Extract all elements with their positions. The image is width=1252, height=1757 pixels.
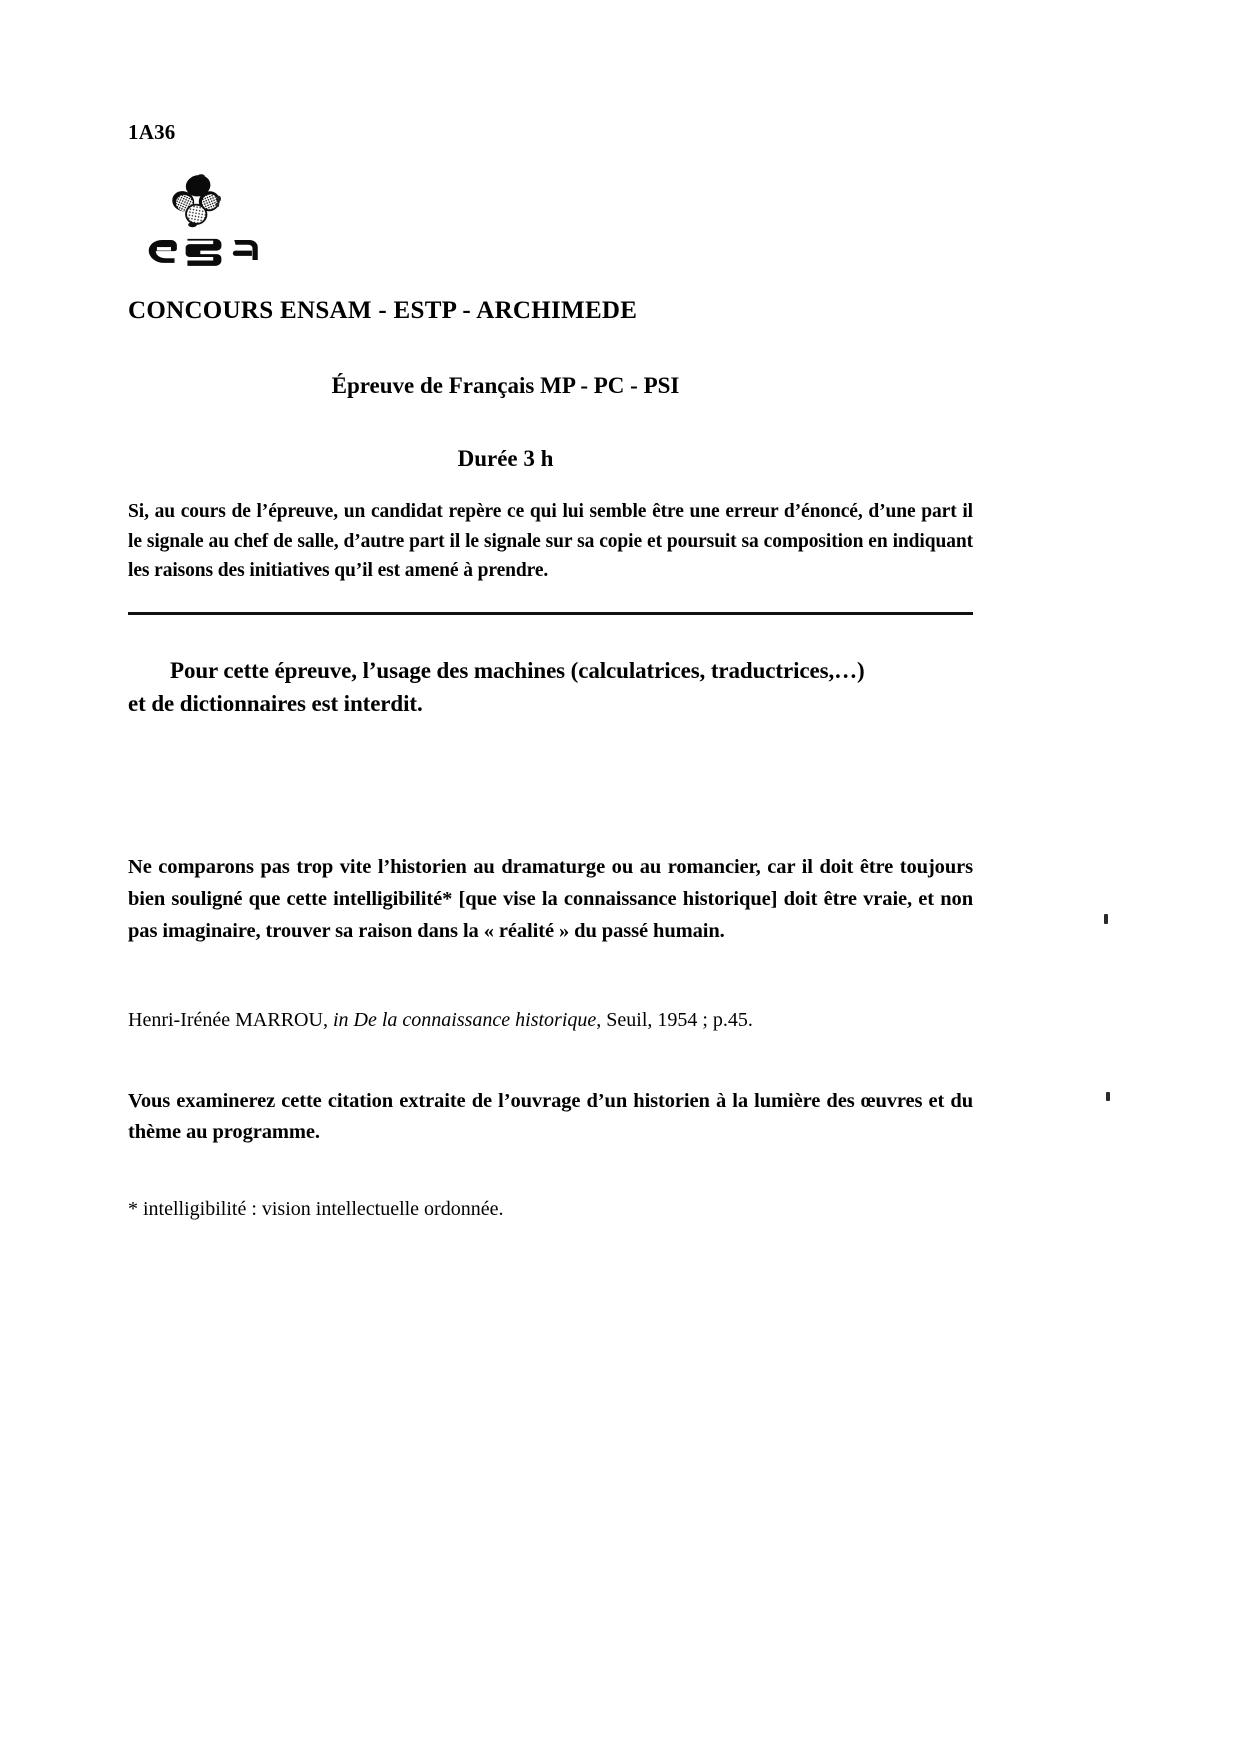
interdiction-line-1: Pour cette épreuve, l’usage des machines (calculatrices, traductrices,…): [170, 657, 865, 683]
source-publication: , Seuil, 1954 ; p.45.: [596, 1008, 753, 1031]
horizontal-rule: [128, 612, 973, 615]
interdiction-line-2: et de dictionnaires est interdit.: [128, 690, 423, 716]
materials-interdiction: [128, 655, 973, 720]
quotation-source: [128, 1006, 973, 1034]
quotation-paragraph: Ne comparons pas trop vite l’historien au dramaturge ou au romancier, car il doit être toujours bien souligné que cette intelligibilité* [que vise la connaissance historique] doit être vraie, et non pas imaginaire, trouver sa raison dans la « réalité » du passé humain.: [128, 856, 973, 942]
subject-title: Épreuve de Français MP - PC - PSI: [331, 372, 680, 398]
scan-speck: [1104, 914, 1108, 924]
page-content: [128, 0, 973, 1243]
instruction-line-2: œuvres et du thème au programme.: [128, 1089, 974, 1144]
assignment-instruction: [128, 1086, 973, 1150]
e3a-wordmark: [146, 233, 264, 267]
source-author: Henri-Irénée MARROU,: [128, 1008, 328, 1031]
e3a-pinwheel-logo-icon: [164, 169, 226, 231]
page-title: CONCOURS ENSAM - ESTP - ARCHIMEDE: [128, 297, 638, 324]
logo-block: [146, 169, 276, 267]
document-code: 1A36: [128, 120, 176, 144]
error-notice-paragraph: Si, au cours de l’épreuve, un candidat repère ce qui lui semble être une erreur d’énoncé, d’une part il le signale au chef de salle, d’autre part il le signale sur sa copie et poursuit sa composition en indiquant les raisons des initiatives qu’il est amené à prendre.: [128, 501, 973, 582]
scan-speck: [1106, 1092, 1110, 1101]
duration-title: Durée 3 h: [457, 445, 554, 471]
instruction-line-1: Vous examinerez cette citation extraite de l’ouvrage d’un historien à la lumière des: [128, 1089, 855, 1112]
footnote-intelligibilite: * intelligibilité : vision intellectuelle ordonnée.: [128, 1198, 504, 1221]
source-work-title: in De la connaissance historique: [327, 1008, 597, 1031]
